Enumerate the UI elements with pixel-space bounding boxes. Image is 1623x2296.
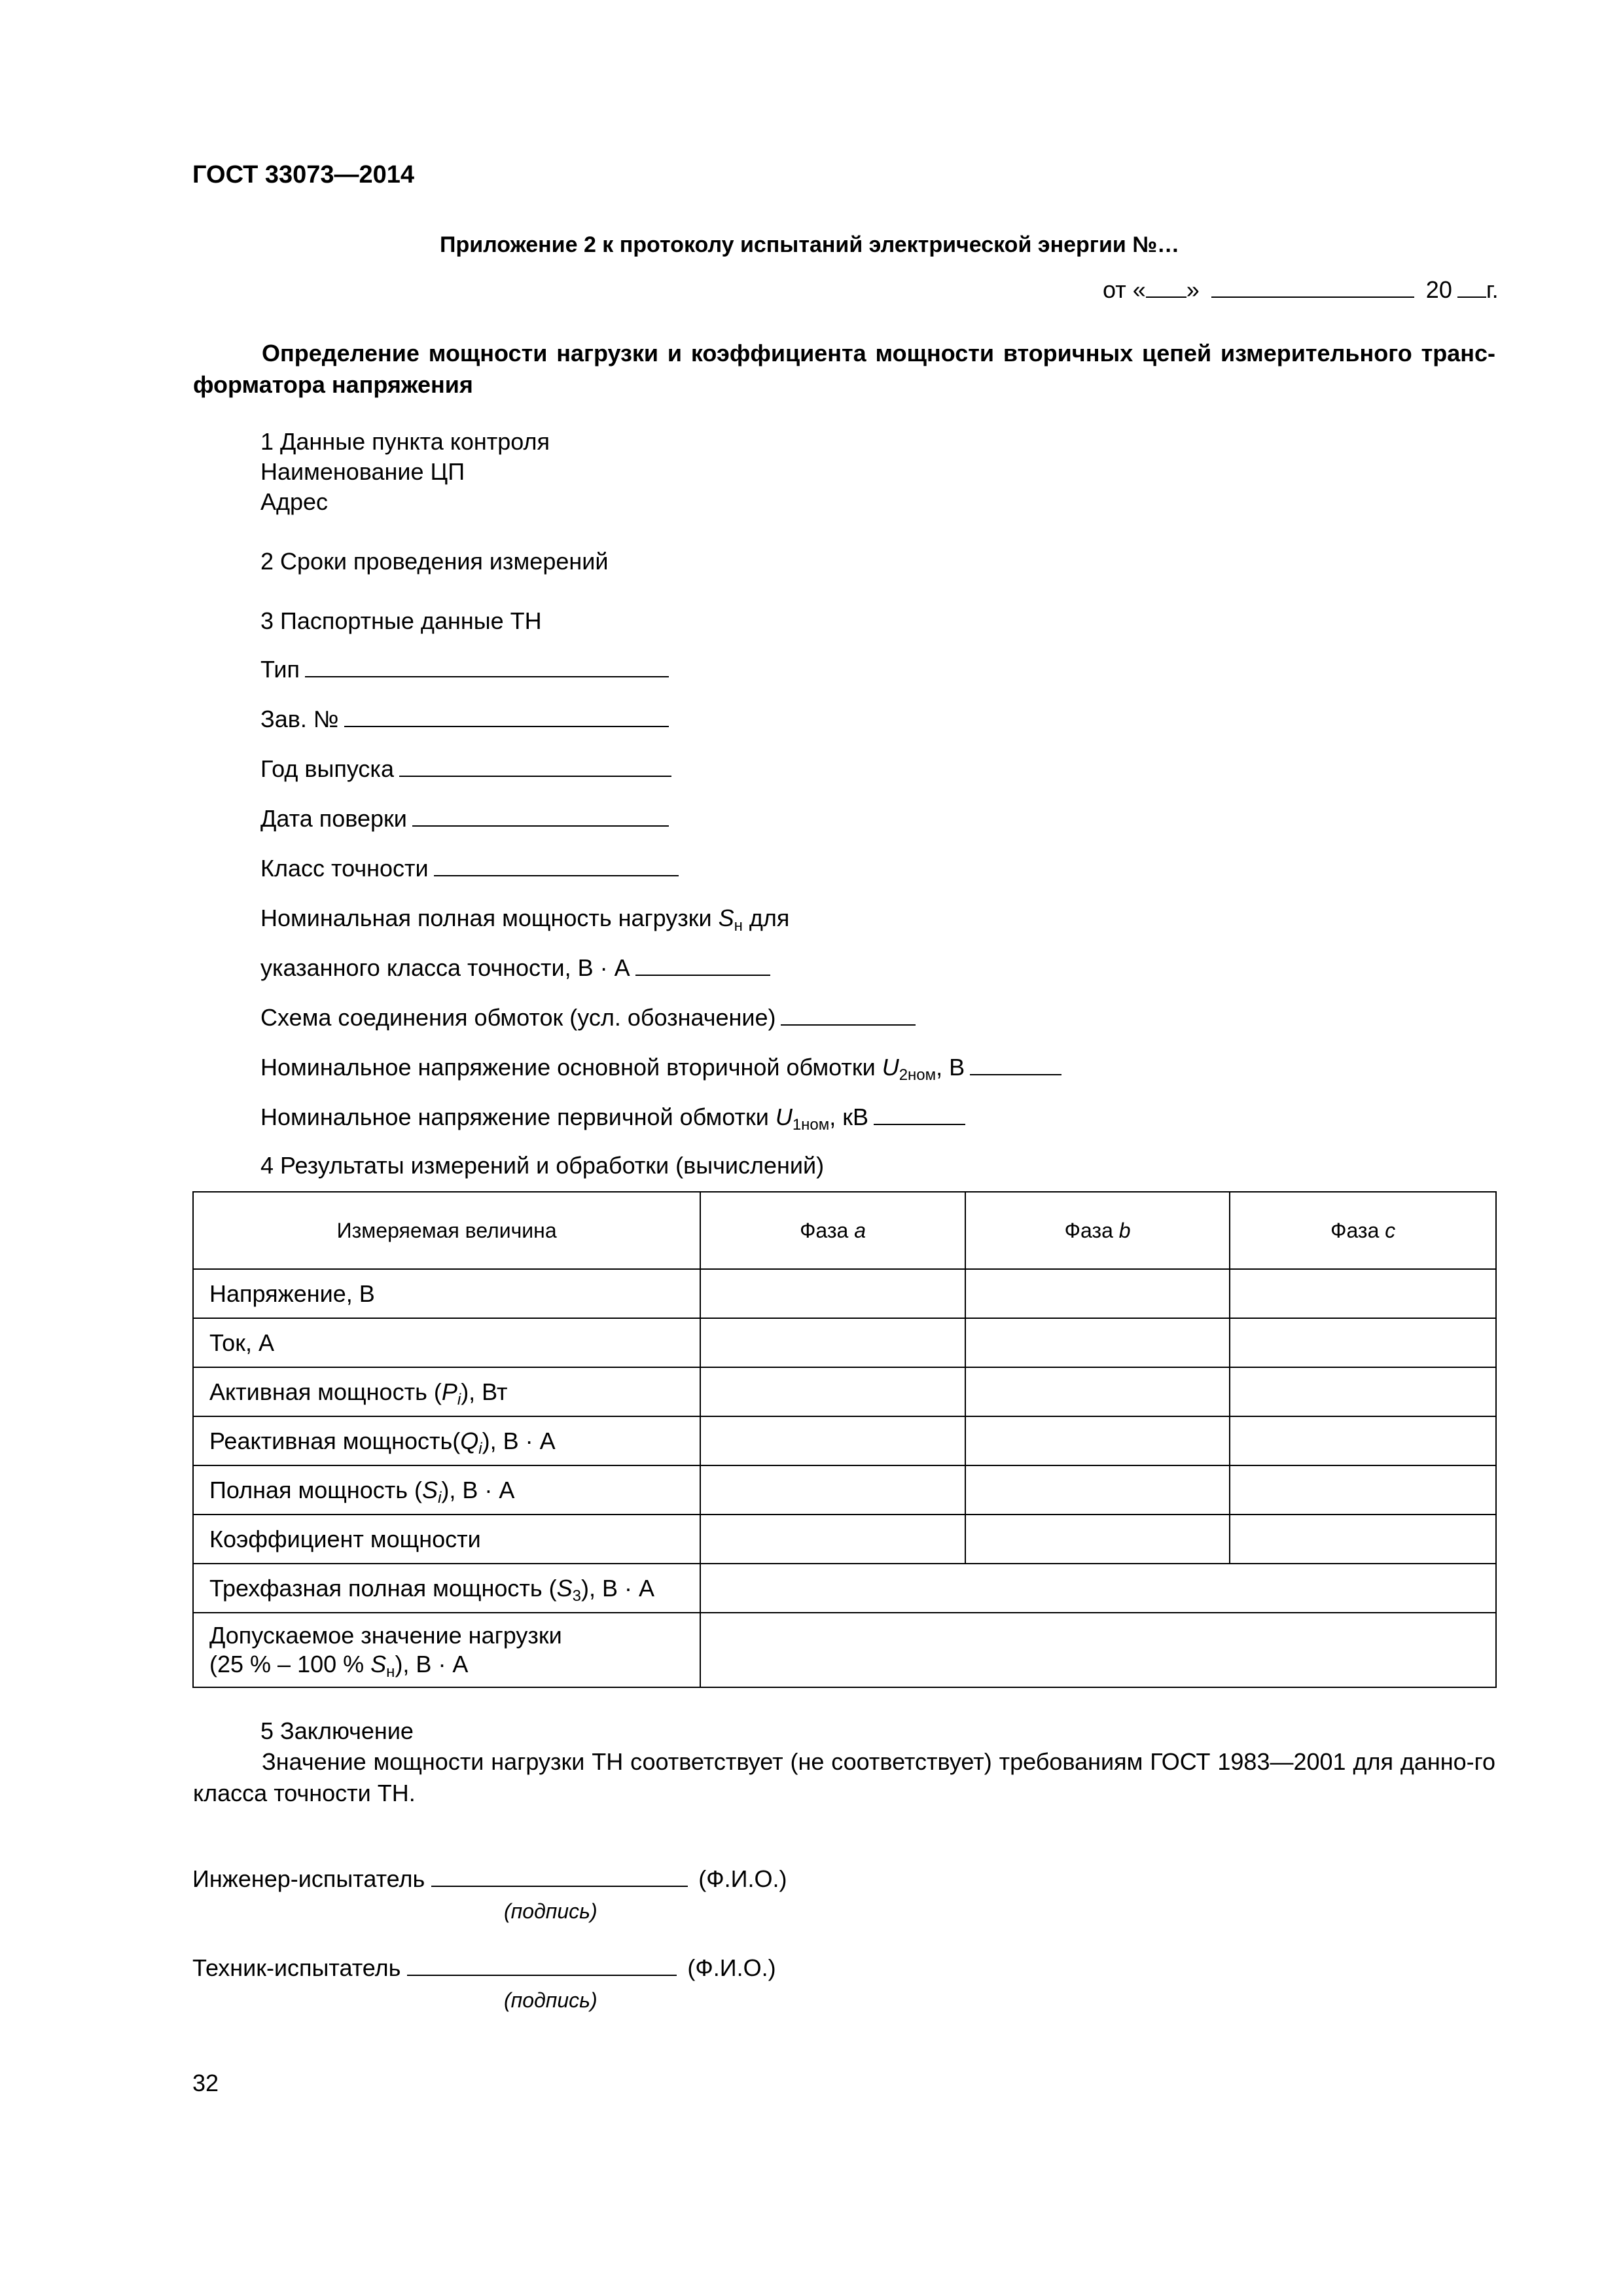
date-year-field[interactable]	[1457, 276, 1486, 298]
table-row	[193, 1416, 1496, 1465]
nominal-power-label: Номинальная полная мощность нагрузки	[260, 905, 719, 931]
date-prefix: от «	[1103, 276, 1146, 303]
technician-signature-row	[192, 1953, 776, 1983]
class-field[interactable]	[434, 854, 679, 876]
symbol-s: S	[718, 905, 734, 931]
subscript-n: н	[734, 917, 743, 935]
cell-allowed-load[interactable]	[700, 1613, 1496, 1687]
date-mid: »	[1186, 276, 1200, 303]
technician-signature-hint: (подпись)	[504, 1988, 597, 2012]
u2-label: Номинальное напряжение основной вторичной обмотки	[260, 1054, 882, 1081]
year-field[interactable]	[399, 755, 671, 777]
cell-reactive-a[interactable]	[700, 1416, 965, 1465]
type-field[interactable]	[305, 655, 669, 677]
table-header-row	[193, 1192, 1496, 1269]
date-suffix: г.	[1486, 276, 1499, 303]
cell-pf-b[interactable]	[965, 1515, 1230, 1564]
table-row	[193, 1465, 1496, 1515]
cell-active-a[interactable]	[700, 1367, 965, 1416]
page-number: 32	[192, 2070, 219, 2096]
cell-pf-a[interactable]	[700, 1515, 965, 1564]
table-row	[193, 1564, 1496, 1613]
engineer-signature-row	[192, 1864, 787, 1894]
symbol-u: U	[882, 1054, 899, 1081]
accuracy-class-power-label: указанного класса точности, В · А	[260, 954, 630, 981]
type-row	[260, 655, 669, 685]
scheme-label: Схема соединения обмоток (усл. обозначение)	[260, 1004, 776, 1031]
serial-row	[260, 704, 669, 734]
header-phase-c: Фаза c	[1230, 1192, 1496, 1269]
u1-label: Номинальное напряжение первичной обмотки	[260, 1103, 776, 1130]
cell-current-b[interactable]	[965, 1318, 1230, 1367]
class-label: Класс точности	[260, 855, 429, 882]
cell-full-a[interactable]	[700, 1465, 965, 1515]
class-row	[260, 853, 679, 884]
cell-voltage-c[interactable]	[1230, 1269, 1496, 1318]
cell-voltage-b[interactable]	[965, 1269, 1230, 1318]
cp-name-label: Наименование ЦП	[260, 458, 465, 485]
header-phase-a: Фаза a	[700, 1192, 965, 1269]
nominal-power-row	[260, 903, 789, 933]
engineer-signature-field[interactable]	[431, 1865, 688, 1887]
date-month-field[interactable]	[1211, 276, 1414, 298]
conclusion-text: Значение мощности нагрузки ТН соответствует (не соответствует) требованиям ГОСТ 1983—2001 для данно-го класса точности ТН.	[193, 1748, 1495, 1806]
symbol-u: U	[775, 1103, 793, 1130]
subscript-2nom: 2ном	[899, 1066, 936, 1084]
scheme-row	[260, 1003, 916, 1033]
cell-full-c[interactable]	[1230, 1465, 1496, 1515]
row-label-reactive-power: Реактивная $мощность(Q_i)$, В · А	[193, 1416, 700, 1465]
verify-field[interactable]	[412, 804, 669, 827]
scheme-field[interactable]	[781, 1003, 916, 1026]
table-row	[193, 1515, 1496, 1564]
cell-full-b[interactable]	[965, 1465, 1230, 1515]
section1-title: 1 Данные пункта контроля	[260, 428, 550, 455]
cell-current-a[interactable]	[700, 1318, 965, 1367]
subscript-1nom: 1ном	[792, 1116, 830, 1134]
section3-title: 3 Паспортные данные ТН	[260, 607, 542, 634]
engineer-signature-hint: (подпись)	[504, 1899, 597, 1923]
engineer-fio: (Ф.И.О.)	[698, 1865, 787, 1892]
cell-pf-c[interactable]	[1230, 1515, 1496, 1564]
technician-label: Техник-испытатель	[192, 1954, 401, 1981]
row-label-current: Ток, А	[193, 1318, 700, 1367]
header-quantity: Измеряемая величина	[193, 1192, 700, 1269]
row-label-full-power: Полная мощность $(S_i)$, В · А	[193, 1465, 700, 1515]
annex-date-line	[1103, 275, 1499, 305]
cell-active-b[interactable]	[965, 1367, 1230, 1416]
table-row	[193, 1613, 1496, 1687]
nominal-power-field[interactable]	[635, 954, 770, 976]
row-label-power-factor: Коэффициент мощности	[193, 1515, 700, 1564]
section2-title: 2 Сроки проведения измерений	[260, 548, 609, 575]
table-row	[193, 1367, 1496, 1416]
standard-number: ГОСТ 33073—2014	[192, 161, 415, 188]
cell-three-phase-power[interactable]	[700, 1564, 1496, 1613]
table-row	[193, 1318, 1496, 1367]
year-label: Год выпуска	[260, 755, 394, 782]
serial-field[interactable]	[344, 705, 669, 727]
u1-unit: , кВ	[829, 1103, 869, 1130]
row-label-allowed-load: Допускаемое значение нагрузки (25 % – 100 % $S_н$), В · А	[193, 1613, 700, 1687]
serial-label: Зав. №	[260, 706, 339, 732]
u1-row	[260, 1102, 965, 1132]
results-table	[192, 1191, 1497, 1688]
cell-active-c[interactable]	[1230, 1367, 1496, 1416]
accuracy-class-power-row	[260, 953, 770, 983]
annex-title: Приложение 2 к протоколу испытаний электрической энергии №…	[440, 232, 1180, 257]
verify-row	[260, 804, 669, 834]
table-row	[193, 1269, 1496, 1318]
u2-unit: , В	[936, 1054, 965, 1081]
document-heading: Определение мощности нагрузки и коэффициента мощности вторичных цепей измерительного транс-форматора напряжения	[193, 340, 1495, 398]
engineer-label: Инженер-испытатель	[192, 1865, 425, 1892]
cell-voltage-a[interactable]	[700, 1269, 965, 1318]
type-label: Тип	[260, 656, 300, 683]
verify-label: Дата поверки	[260, 805, 407, 832]
row-label-three-phase-power: Трехфазная полная мощность $(S_3)$, В · А	[193, 1564, 700, 1613]
section4-title: 4 Результаты измерений и обработки (вычислений)	[260, 1152, 825, 1179]
date-day-field[interactable]	[1146, 276, 1186, 298]
row-label-active-power: Активная мощность $(P_i)$, Вт	[193, 1367, 700, 1416]
address-label: Адрес	[260, 488, 329, 515]
row-label-voltage: Напряжение, В	[193, 1269, 700, 1318]
u2-row	[260, 1052, 1061, 1083]
technician-fio: (Ф.И.О.)	[687, 1954, 776, 1981]
u2-field[interactable]	[970, 1053, 1061, 1075]
u1-field[interactable]	[874, 1103, 965, 1125]
header-phase-b: Фаза b	[965, 1192, 1230, 1269]
cell-current-c[interactable]	[1230, 1318, 1496, 1367]
section5-title: 5 Заключение	[260, 1717, 414, 1744]
nominal-power-label-tail: для	[742, 905, 790, 931]
date-year: 20	[1425, 276, 1452, 303]
year-row	[260, 754, 671, 784]
cell-reactive-c[interactable]	[1230, 1416, 1496, 1465]
cell-reactive-b[interactable]	[965, 1416, 1230, 1465]
technician-signature-field[interactable]	[407, 1954, 677, 1976]
